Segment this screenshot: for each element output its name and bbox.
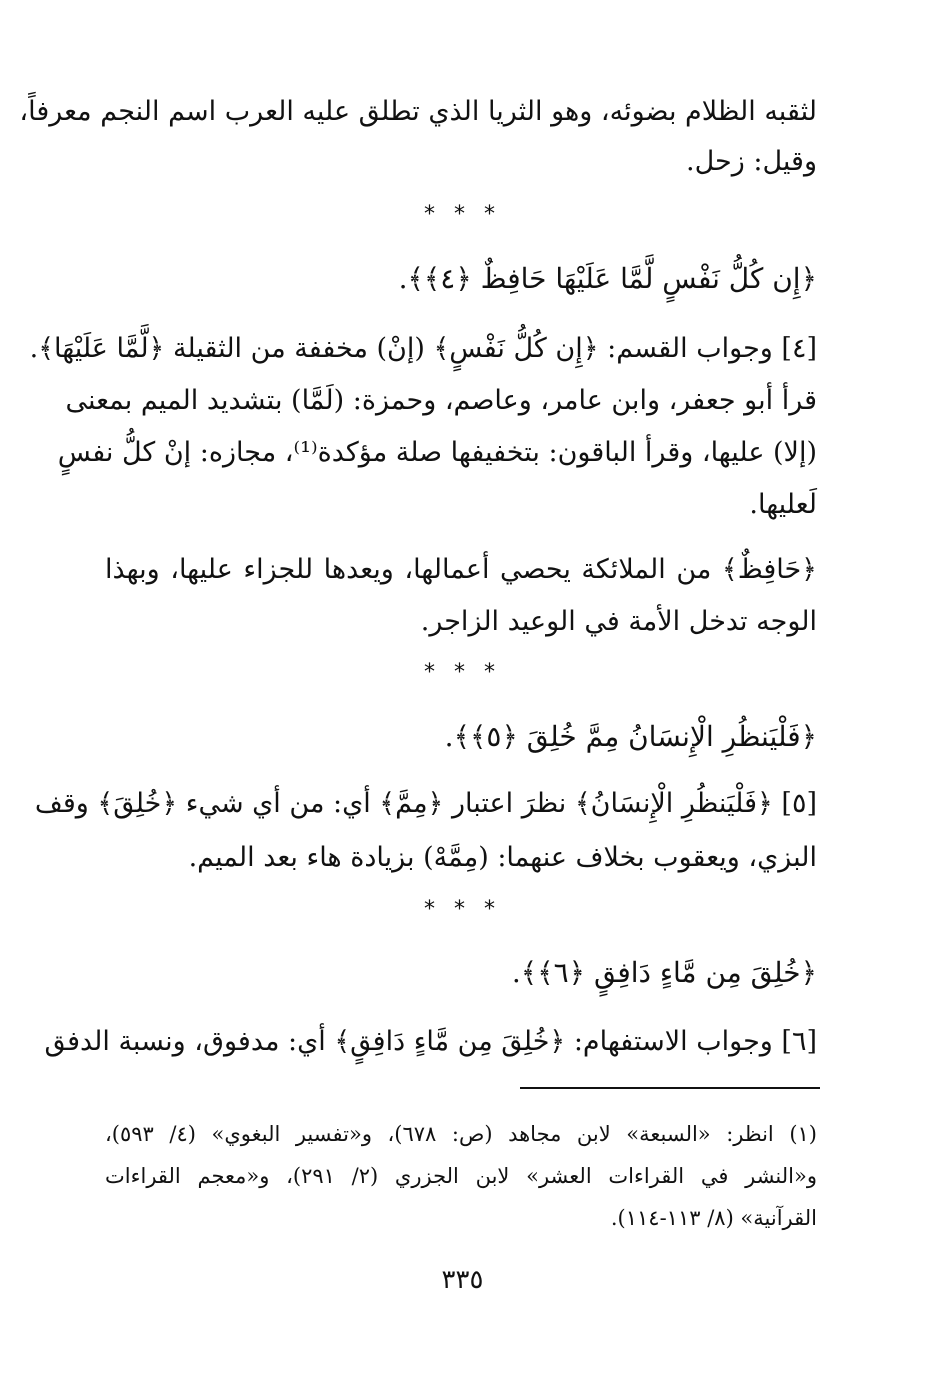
text-line: [٤] وجواب القسم: ﴿إِن كُلُّ نَفْسٍ﴾ (إنْ) مخففة من الثقيلة ﴿لَّمَّا عَلَيْهَا﴾. [29, 333, 817, 364]
text-line: البزي، ويعقوب بخلاف عنهما: (مِمَّهْ) بزيادة هاء بعد الميم. [188, 842, 817, 873]
footnote-line: و«النشر في القراءات العشر» لابن الجزري (٢/ ٢٩١)، و«معجم القراءات [105, 1164, 817, 1188]
text-line: ﴿حَافِظٌ﴾ من الملائكة يحصي أعمالها، ويعدها للجزاء عليها، وبهذا [105, 554, 817, 585]
text-line: الوجه تدخل الأمة في الوعيد الزاجر. [420, 606, 817, 637]
footnote-line: القرآنية» (٨/ ١١٣-١١٤). [610, 1206, 817, 1230]
text-line: لثقبه الظلام بضوئه، وهو الثريا الذي تطلق عليه العرب اسم النجم معرفاً، [19, 96, 817, 127]
text-line: [٥] ﴿فَلْيَنظُرِ الْإِنسَانُ﴾ نظرَ اعتبار ﴿مِمَّ﴾ أي: من أي شيء ﴿خُلِقَ﴾ وقف [34, 788, 817, 819]
section-separator: * * * [424, 897, 501, 922]
page-number: ٣٣٥ [441, 1265, 484, 1295]
text-line: قرأ أبو جعفر، وابن عامر، وعاصم، وحمزة: (لَمَّا) بتشديد الميم بمعنى [65, 385, 817, 416]
footnote-divider [520, 1087, 820, 1089]
footnote-line: (١) انظر: «السبعة» لابن مجاهد (ص: ٦٧٨)، و«تفسير البغوي» (٤/ ٥٩٣)، [105, 1122, 817, 1146]
quran-verse: ﴿إِن كُلُّ نَفْسٍ لَّمَّا عَلَيْهَا حَافِظٌ ﴿٤﴾﴾. [398, 262, 817, 295]
quran-verse: ﴿خُلِقَ مِن مَّاءٍ دَافِقٍ ﴿٦﴾﴾. [511, 956, 817, 989]
quran-verse: ﴿فَلْيَنظُرِ الْإِنسَانُ مِمَّ خُلِقَ ﴿٥﴾﴾. [444, 720, 817, 753]
text-line: [٦] وجواب الاستفهام: ﴿خُلِقَ مِن مَّاءٍ دَافِقٍ﴾ أي: مدفوق، ونسبة الدفق [44, 1026, 817, 1057]
text-line: وقيل: زحل. [686, 146, 817, 177]
section-separator: * * * [424, 660, 501, 685]
section-separator: * * * [424, 202, 501, 227]
text-line: لَعليها. [749, 489, 817, 520]
text-line: (إلا) عليها، وقرأ الباقون: بتخفيفها صلة مؤكدة⁽¹⁾، مجازه: إنْ كلُّ نفسٍ [57, 437, 817, 468]
